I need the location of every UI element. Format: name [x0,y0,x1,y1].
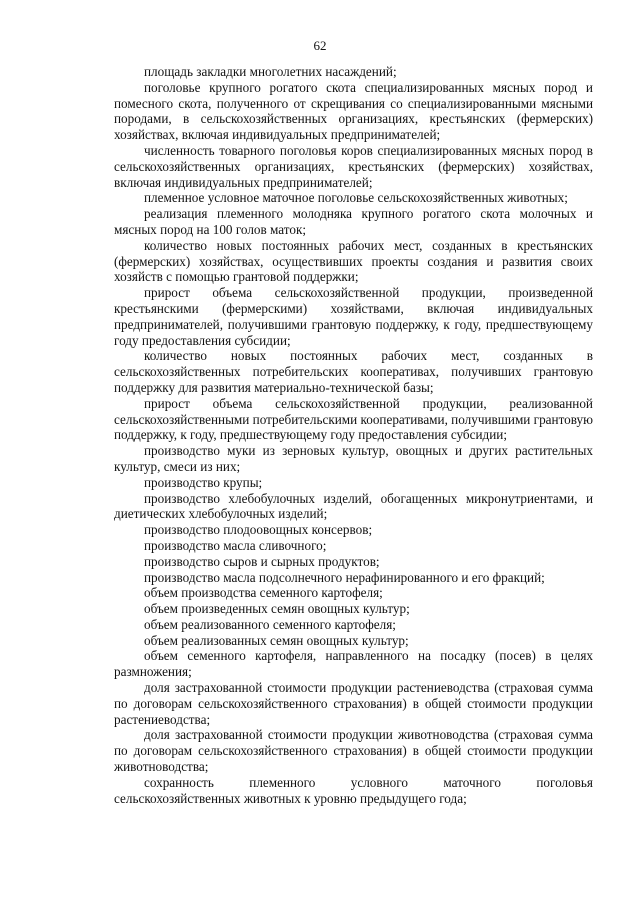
paragraph: сохранность племенного условного маточного поголовья сельскохозяйственных животных к уровню предыдущего года; [114,774,593,806]
paragraph: объем производства семенного картофеля; [144,585,383,601]
paragraph: площадь закладки многолетних насаждений; [144,64,397,79]
paragraph: производство крупы; [144,474,263,490]
document-body [114,64,593,806]
paragraph: объем реализованного семенного картофеля; [144,616,396,632]
paragraph: количество новых постоянных рабочих мест, созданных в крестьянских (фермерских) хозяйствах, осуществивших проекты создания и развития своих хозяйств с помощью грантовой поддержки; [114,237,593,285]
paragraph: прирост объема сельскохозяйственной продукции, произведенной крестьянскими (фермерскими) хозяйствами, включая индивидуальных предпринимателей, получившими грантовую поддержку, к году, предшествующему году предоставления субсидии; [114,285,593,348]
paragraph: производство сыров и сырных продуктов; [144,553,380,569]
paragraph: производство плодоовощных консервов; [144,522,373,538]
paragraph: реализация племенного молодняка крупного рогатого скота молочных и мясных пород на 100 голов маток; [114,206,593,237]
paragraph: объем семенного картофеля, направленного на посадку (посев) в целях размножения; [114,648,593,680]
paragraph: поголовье крупного рогатого скота специализированных мясных пород и помесного скота, полученного от скрещивания со специализированными мясными породами, в сельскохозяйственных организациях, крестьянских (фермерских) хозяйствах, включая индивидуальных предпринимателей; [114,79,593,143]
paragraph: племенное условное маточное поголовье сельскохозяйственных животных; [144,190,568,206]
page-number: 62 [313,38,327,53]
paragraph: производство масла подсолнечного нерафинированного и его фракций; [144,569,545,585]
paragraph: производство масла сливочного; [144,537,327,553]
paragraph: численность товарного поголовья коров специализированных мясных пород в сельскохозяйственных организациях, крестьянских (фермерских) хозяйствах, включая индивидуальных предпринимателей; [114,142,593,190]
paragraph: объем произведенных семян овощных культур; [144,601,410,617]
paragraph: доля застрахованной стоимости продукции растениеводства (страховая сумма по договорам сельскохозяйственного страхования) в общей стоимости продукции растениеводства; [114,680,593,727]
paragraph: доля застрахованной стоимости продукции животноводства (страховая сумма по договорам сельскохозяйственного страхования) в общей стоимости продукции животноводства; [114,727,593,775]
paragraph: прирост объема сельскохозяйственной продукции, реализованной сельскохозяйственными потребительскими кооперативами, получившими грантовую поддержку, к году, предшествующему году предоставления субсидии; [114,395,593,443]
paragraph: производство муки из зерновых культур, овощных и других растительных культур, смеси из них; [114,443,593,474]
paragraph: объем реализованных семян овощных культур; [144,632,409,648]
paragraph: количество новых постоянных рабочих мест, созданных в сельскохозяйственных потребительских кооперативах, получивших грантовую поддержку для развития материально-технической базы; [114,348,593,395]
paragraph: производство хлебобулочных изделий, обогащенных микронутриентами, и диетических хлебобулочных изделий; [114,490,593,522]
